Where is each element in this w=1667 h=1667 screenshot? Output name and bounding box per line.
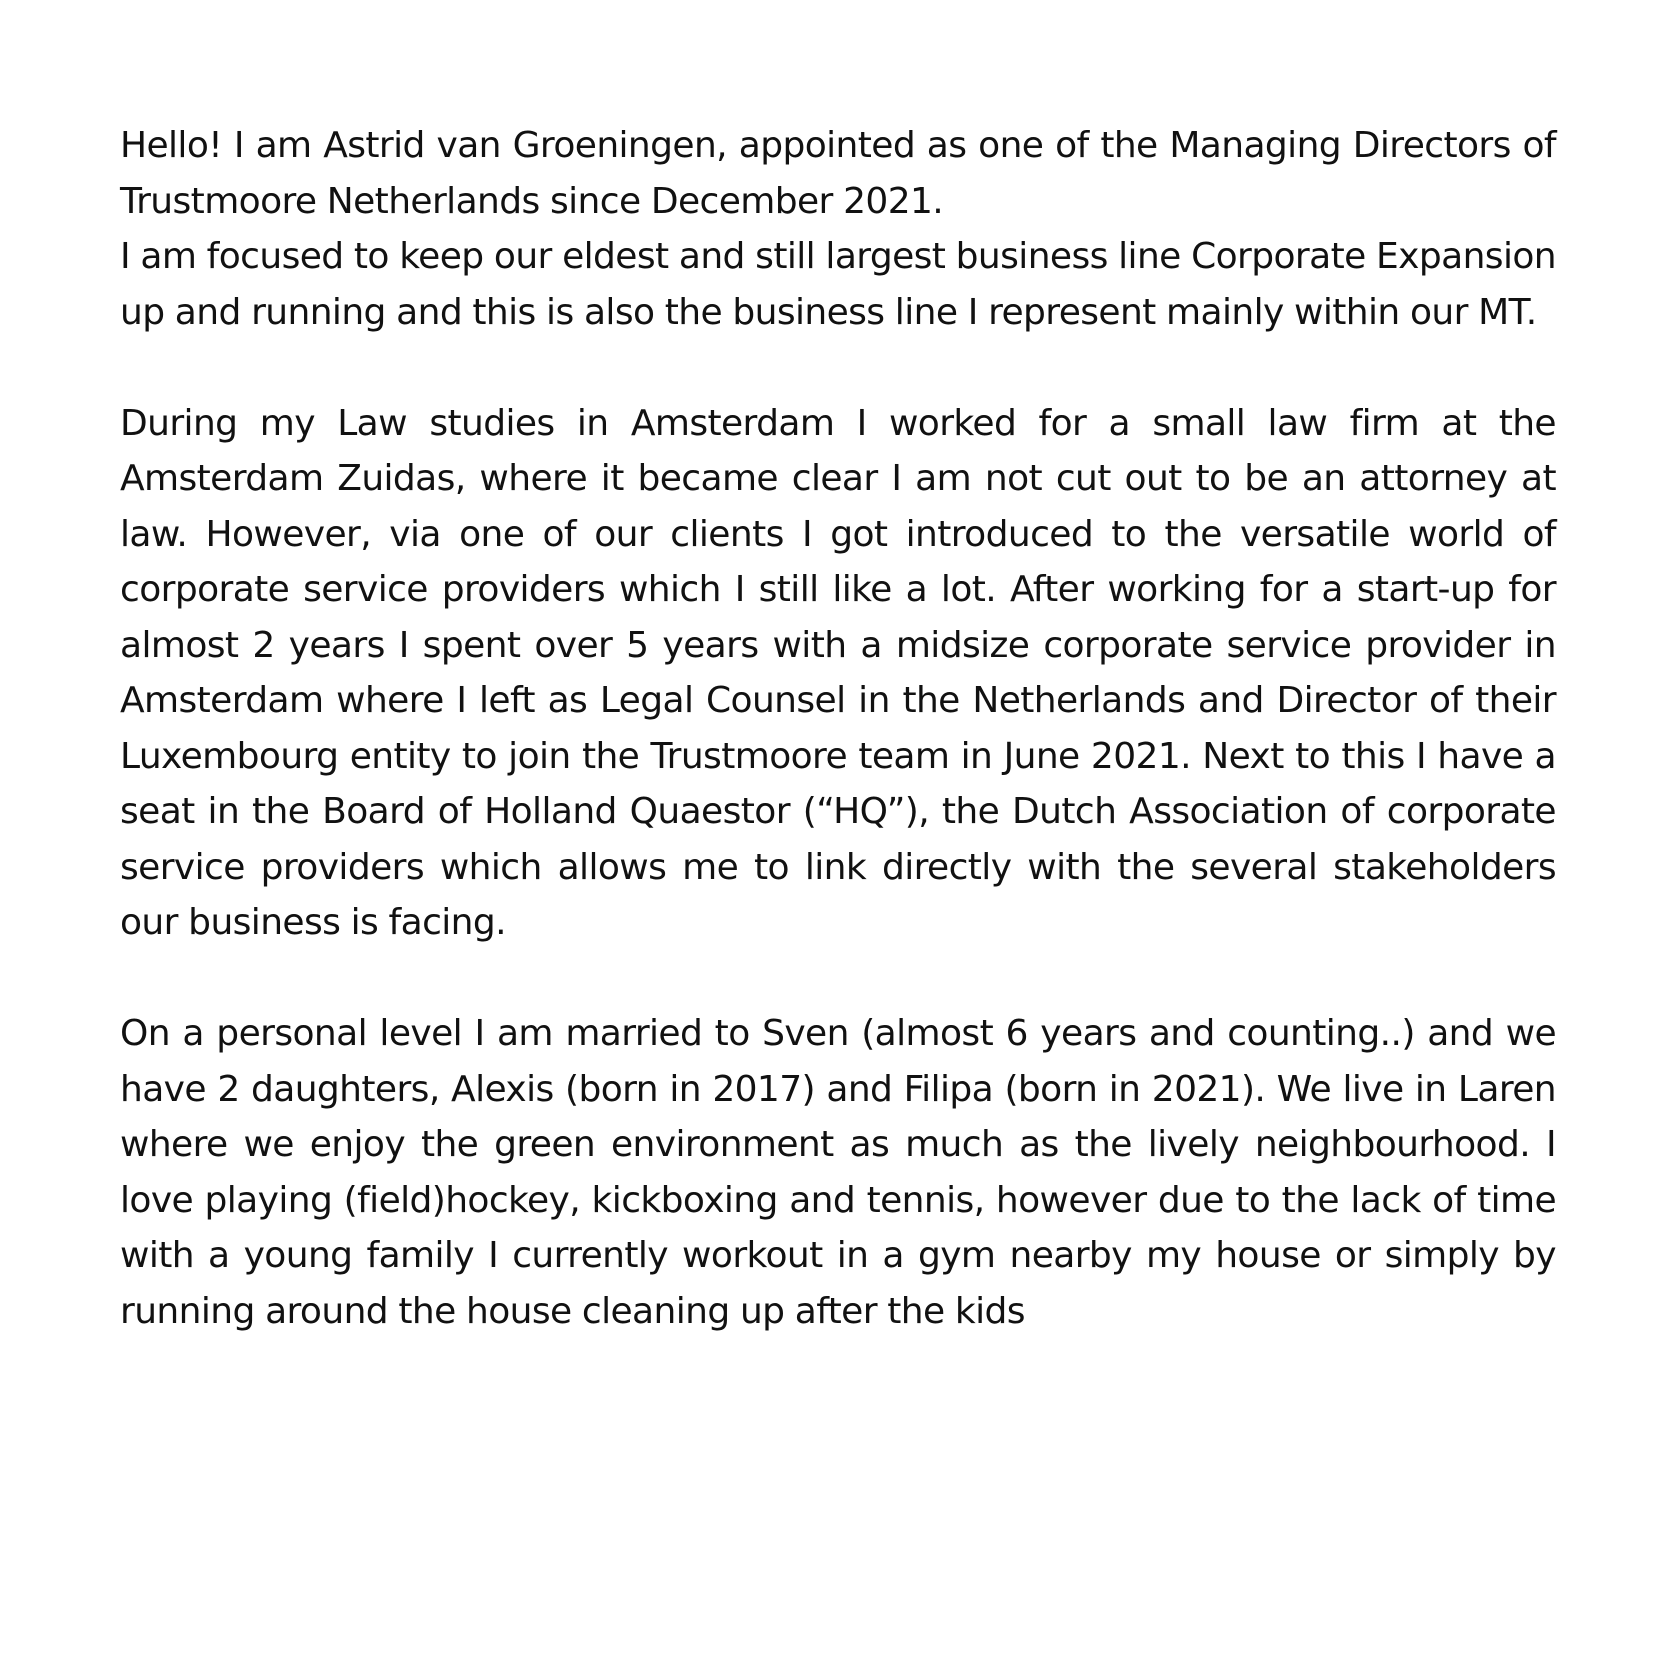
bio-paragraph-career: During my Law studies in Amsterdam I worked for a small law firm at the Amsterdam Zuidas, where it became clear I am not cut out to be an attorney at law. However, via one of our clients I got introduced to the versatile world of corporate service providers which I still like a lot. After working for a start-up for almost 2 years I spent over 5 years with a midsize corporate service provider in Amsterdam where I left as Legal Counsel in the Netherlands and Director of their Luxembourg entity to join the Trustmoore team in June 2021. Next to this I have a seat in the Board of Holland Quaestor (“HQ”), the Dutch Association of corporate service providers which allows me to link directly with the several stakeholders our business is facing. <box>120 402 1556 943</box>
bio-paragraph-personal: On a personal level I am married to Sven (almost 6 years and counting..) and we have 2 daughters, Alexis (born in 2017) and Filipa (born in 2021). We live in Laren where we enjoy the green environment as much as the lively neighbourhood. I love playing (field)hockey, kickboxing and tennis, however due to the lack of time with a young family I currently workout in a gym nearby my house or simply by running around the house cleaning up after the kids <box>120 1013 1556 1332</box>
bio-paragraph-intro: Hello! I am Astrid van Groeningen, appointed as one of the Managing Directors of Trustmoore Netherlands since December 2021. <box>120 125 1556 222</box>
bio-text-block <box>120 118 1556 1339</box>
bio-paragraph-focus: I am focused to keep our eldest and still largest business line Corporate Expansion up and running and this is also the business line I represent mainly within our MT. <box>120 236 1556 333</box>
